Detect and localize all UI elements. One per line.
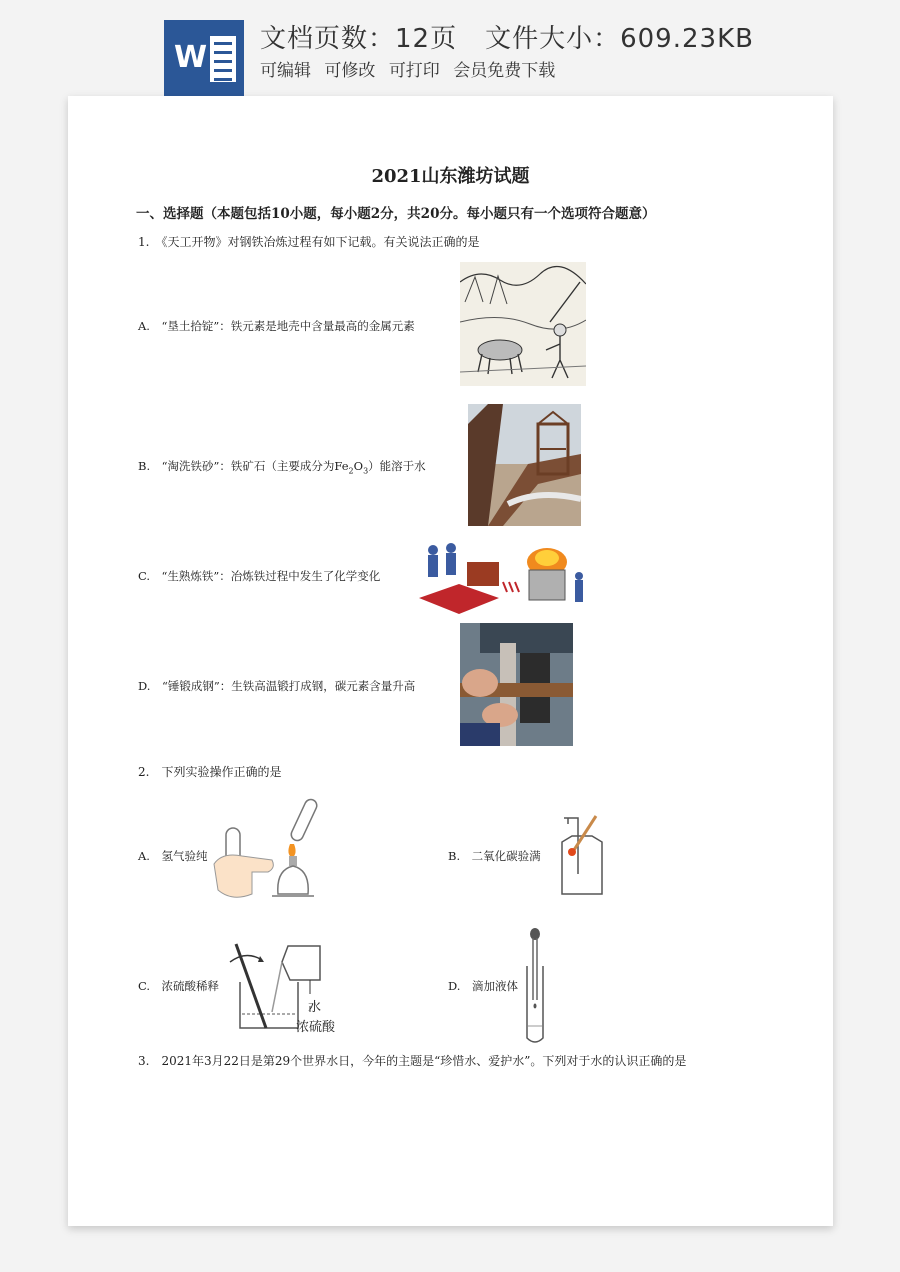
q1-option-a: A. “垦土拾锭”：铁元素是地壳中含量最高的金属元素 (138, 319, 415, 333)
word-document-icon (164, 20, 244, 96)
word-icon-letter: W (174, 40, 208, 75)
q1-a-woodcut-image (460, 262, 586, 386)
q1-b-subscript-2: 3 (363, 466, 369, 476)
question-1-stem: 1. 《天工开物》对钢铁冶炼过程有如下记载。有关说法正确的是 (138, 235, 480, 249)
q2-option-c: C. 浓硫酸稀释 (138, 979, 220, 993)
question-2-stem: 2. 下列实验操作正确的是 (138, 765, 282, 779)
q1-b-subscript-1: 2 (348, 466, 354, 476)
feature-editable: 可编辑 (260, 61, 311, 81)
q2-a-hydrogen-test-image (212, 798, 334, 908)
feature-printable: 可打印 (388, 61, 440, 81)
q2-b-co2-test-image (558, 814, 608, 898)
q1-option-c: C. “生熟炼铁”：冶炼铁过程中发生了化学变化 (138, 569, 381, 583)
label-water: 水 (308, 1000, 322, 1015)
word-icon-lines (210, 36, 236, 82)
q2-d-dropper-image (520, 926, 550, 1046)
q2-option-a: A. 氢气验纯 (138, 849, 208, 863)
banner-title (260, 18, 754, 55)
download-banner (0, 0, 900, 96)
q1-c-smelting-image (419, 536, 589, 614)
document-title: 2021山东潍坊试题 (371, 166, 530, 187)
q1-b-text-pre: B. “淘洗铁砂”：铁矿石（主要成分为Fe (138, 459, 349, 473)
file-size: 文件大小：609.23KB (485, 24, 754, 54)
q1-b-washing-image (468, 404, 581, 526)
section-heading: 一、选择题（本题包括10小题，每小题2分，共20分。每小题只有一个选项符合题意） (136, 206, 656, 222)
page-count: 文档页数：12页 (260, 24, 458, 54)
feature-modifiable: 可修改 (324, 61, 376, 81)
q1-b-text-mid: O (353, 459, 364, 473)
q1-option-b (138, 458, 426, 475)
question-3-stem: 3. 2021年3月22日是第29个世界水日，今年的主题是“珍惜水、爱护水”。下列对于水的认识正确的是 (138, 1054, 687, 1068)
feature-member-download: 会员免费下载 (453, 61, 556, 81)
q2-option-b: B. 二氧化碳验满 (448, 849, 541, 863)
banner-features (260, 56, 563, 81)
q2-option-d: D. 滴加液体 (448, 979, 518, 993)
q1-option-d: D. “锤锻成钢”：生铁高温锻打成钢，碳元素含量升高 (138, 679, 416, 693)
q1-d-forging-image (460, 623, 573, 746)
label-concentrated-sulfuric-acid: 浓硫酸 (296, 1020, 336, 1035)
document-page (68, 96, 833, 1226)
q1-b-text-post: ）能溶于水 (368, 459, 426, 473)
